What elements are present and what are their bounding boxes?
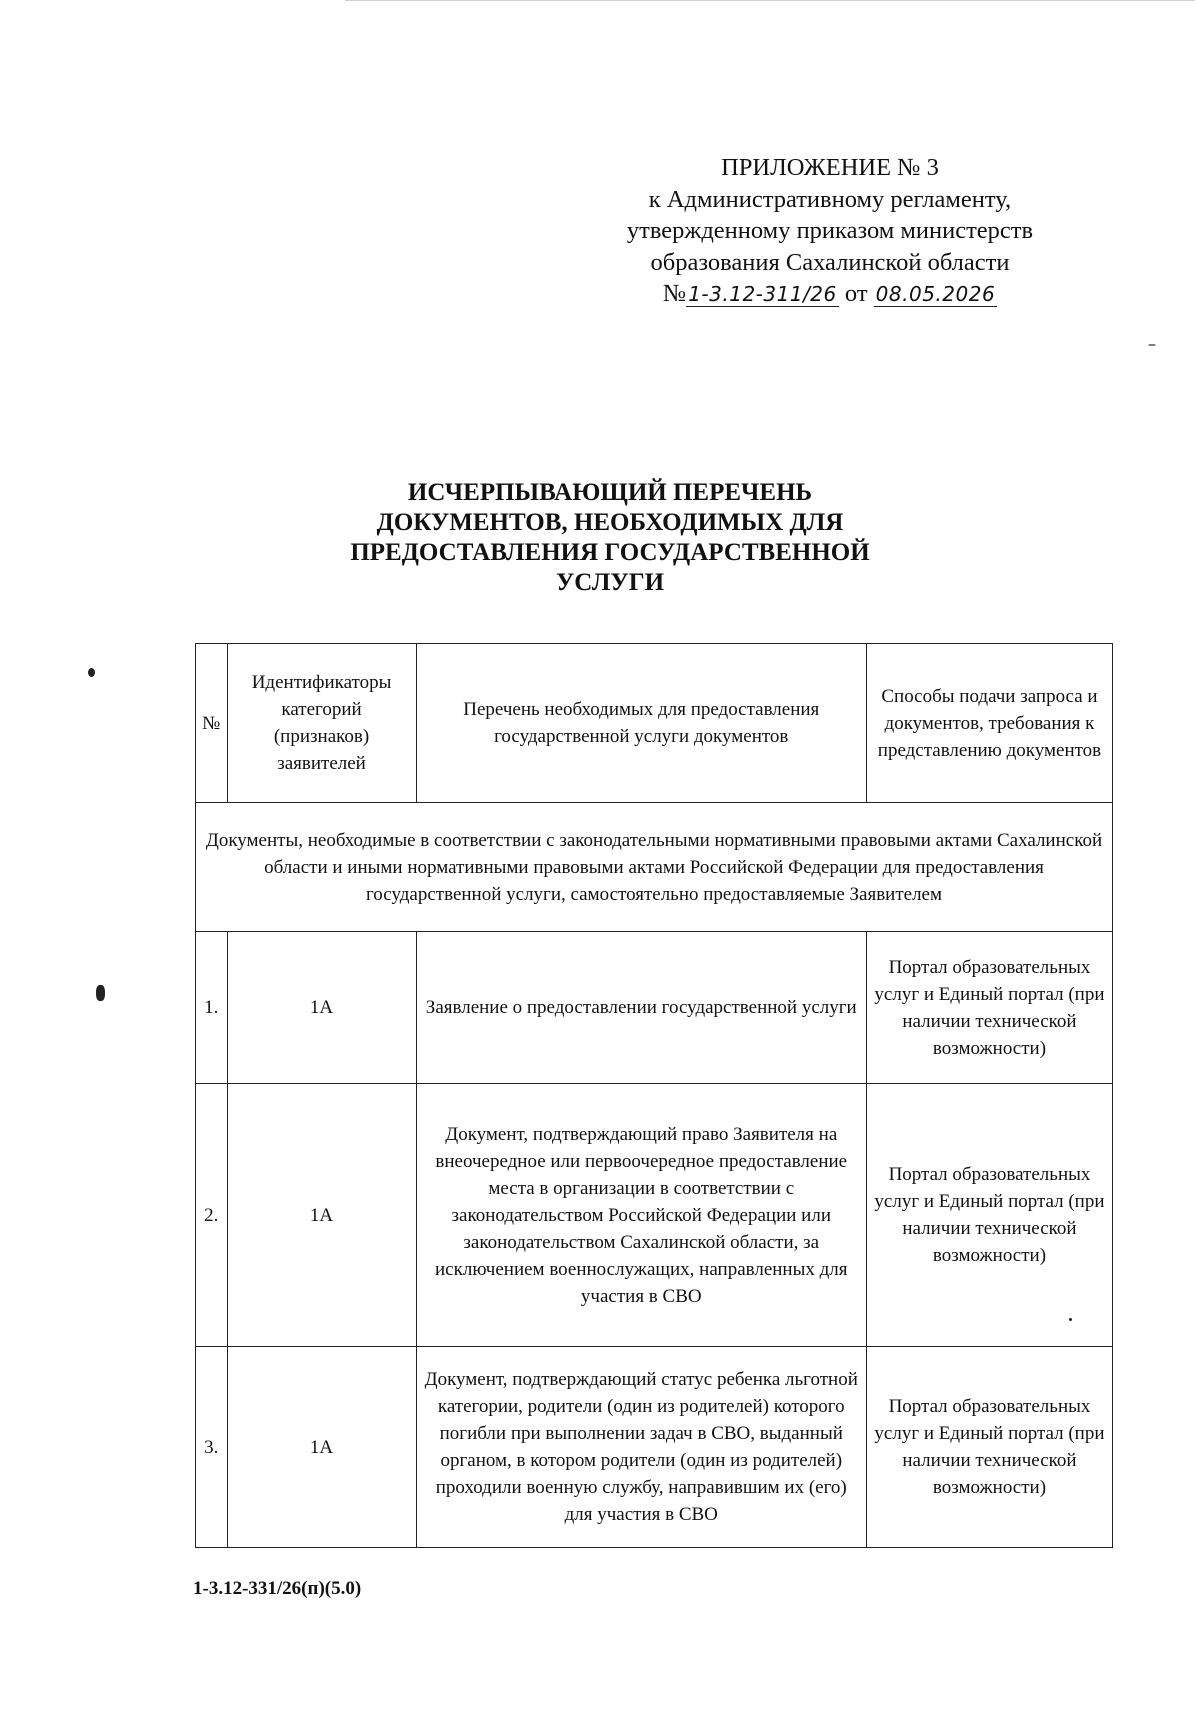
section-row xyxy=(196,803,1113,932)
handwritten-order-date: 08.05.2026 xyxy=(875,282,996,306)
appendix-number-row xyxy=(560,278,1100,311)
row-id: 1А xyxy=(227,1347,416,1548)
header-num: № xyxy=(196,644,228,803)
table-row xyxy=(196,1347,1113,1548)
row-num: 2. xyxy=(196,1084,228,1347)
row-ways: Портал образовательных услуг и Единый портал (при наличии технической возможности) xyxy=(866,932,1112,1084)
appendix-line-3: образования Сахалинской области xyxy=(650,248,1010,276)
row-document: Документ, подтверждающий статус ребенка льготной категории, родители (один из родителей) которого погибли при выполнении задач в СВО, выданный органом, в котором родители (один из родителей) проходили военную службу, направившим их (его) для участия в СВО xyxy=(416,1347,866,1548)
date-prefix: от xyxy=(844,280,868,307)
footer-document-code: 1-3.12-331/26(п)(5.0) xyxy=(193,1578,362,1599)
scan-speck xyxy=(96,985,105,1001)
row-id: 1А xyxy=(227,932,416,1084)
title-line-4: УСЛУГИ xyxy=(555,569,665,596)
appendix-title: ПРИЛОЖЕНИЕ № 3 xyxy=(721,154,939,181)
table-row xyxy=(196,932,1113,1084)
document-title xyxy=(300,478,920,598)
header-ways: Способы подачи запроса и документов, требования к представлению документов xyxy=(866,644,1112,803)
row-document: Документ, подтверждающий право Заявителя на внеочередное или первоочередное предоставление места в организации в соответствии с законодательством Российской Федерации или законодательством Сахалинской области, за исключением военнослужащих, направленных для участия в СВО xyxy=(416,1084,866,1347)
table-row xyxy=(196,1084,1113,1347)
appendix-line-2: утвержденному приказом министерств xyxy=(626,217,1034,244)
row-num: 1. xyxy=(196,932,228,1084)
section-heading: Документы, необходимые в соответствии с законодательными нормативными правовыми актами Сахалинской области и иными нормативными правовыми актами Российской Федерации для предоставления государственной услуги, самостоятельно предоставляемые Заявителем xyxy=(196,803,1113,932)
title-line-2: ДОКУМЕНТОВ, НЕОБХОДИМЫХ ДЛЯ xyxy=(376,509,844,536)
appendix-block xyxy=(560,152,1100,311)
row-document: Заявление о предоставлении государственной услуги xyxy=(416,932,866,1084)
header-identifiers: Идентификаторы категорий (признаков) заявителей xyxy=(227,644,416,803)
documents-table xyxy=(195,643,1113,1548)
appendix-line-1: к Административному регламенту, xyxy=(648,185,1012,213)
number-prefix: № xyxy=(662,280,687,307)
title-line-1: ИСЧЕРПЫВАЮЩИЙ ПЕРЕЧЕНЬ xyxy=(407,479,813,506)
scan-speck xyxy=(88,668,95,677)
row-num: 3. xyxy=(196,1347,228,1548)
row-id: 1А xyxy=(227,1084,416,1347)
table-header-row xyxy=(196,644,1113,803)
handwritten-order-number: 1-3.12-311/26 xyxy=(688,282,837,306)
scan-edge-line xyxy=(345,0,1195,1)
scan-speck xyxy=(1069,1318,1072,1321)
scan-speck xyxy=(1148,344,1156,346)
row-ways: Портал образовательных услуг и Единый портал (при наличии технической возможности) xyxy=(866,1084,1112,1347)
header-list: Перечень необходимых для предоставления государственной услуги документов xyxy=(416,644,866,803)
row-ways: Портал образовательных услуг и Единый портал (при наличии технической возможности) xyxy=(866,1347,1112,1548)
title-line-3: ПРЕДОСТАВЛЕНИЯ ГОСУДАРСТВЕННОЙ xyxy=(350,539,870,566)
